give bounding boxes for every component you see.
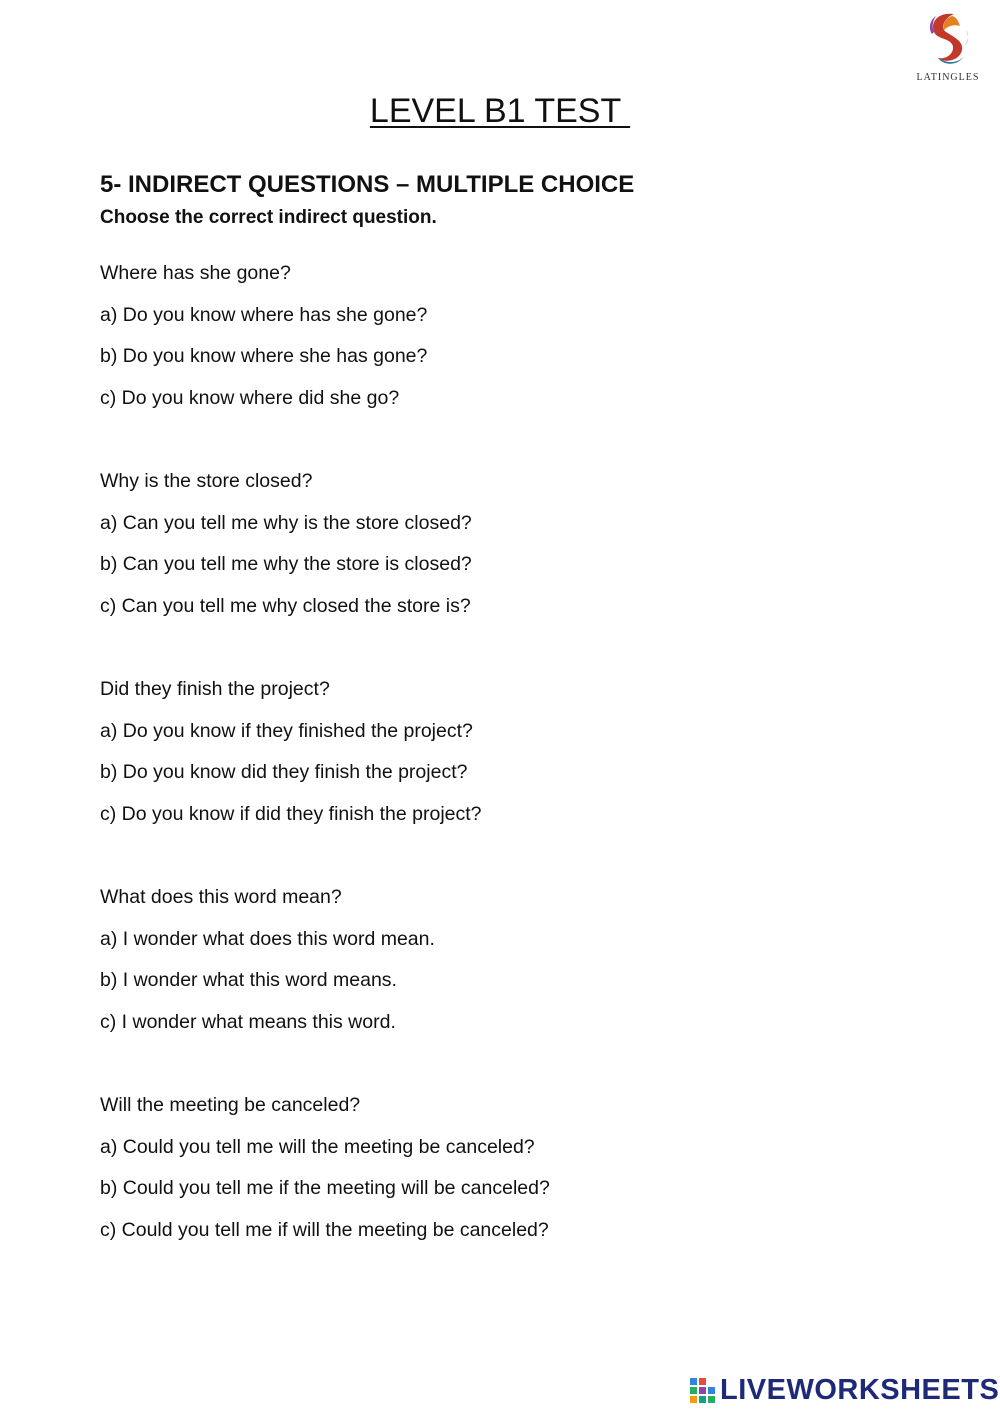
question-4: [100, 884, 900, 1092]
answer-option-b[interactable]: b) I wonder what this word means.: [100, 969, 397, 992]
question-prompt: Will the meeting be canceled?: [100, 1094, 361, 1116]
answer-option-b[interactable]: b) Could you tell me if the meeting will be canceled?: [100, 1177, 550, 1200]
page-title: LEVEL B1 TEST: [369, 92, 631, 130]
answer-option-b[interactable]: b) Can you tell me why the store is closed?: [100, 553, 472, 576]
answer-option-a[interactable]: a) I wonder what does this word mean.: [100, 927, 435, 950]
question-prompt: Did they finish the project?: [100, 678, 330, 700]
answer-option-a[interactable]: a) Could you tell me will the meeting be canceled?: [100, 1135, 535, 1158]
answer-option-c[interactable]: c) Do you know where did she go?: [100, 386, 400, 409]
latingles-bird-icon: [908, 8, 988, 72]
answer-option-b[interactable]: b) Do you know did they finish the project?: [100, 761, 468, 784]
question-prompt: Why is the store closed?: [100, 470, 313, 492]
question-2: [100, 468, 900, 676]
answer-option-a[interactable]: a) Do you know where has she gone?: [100, 303, 428, 326]
liveworksheets-footer: [690, 1372, 999, 1408]
answer-option-c[interactable]: c) Can you tell me why closed the store is?: [100, 594, 471, 617]
answer-option-b[interactable]: b) Do you know where she has gone?: [100, 345, 428, 368]
answer-option-c[interactable]: c) Could you tell me if will the meeting be canceled?: [100, 1218, 549, 1241]
section-heading: 5- INDIRECT QUESTIONS – MULTIPLE CHOICE: [100, 171, 635, 198]
question-5: [100, 1092, 900, 1300]
question-3: [100, 676, 900, 884]
question-prompt: Where has she gone?: [100, 262, 291, 284]
question-prompt: What does this word mean?: [100, 886, 342, 908]
question-list: [100, 260, 900, 1300]
answer-option-c[interactable]: c) Do you know if did they finish the project?: [100, 802, 482, 825]
question-1: [100, 260, 900, 468]
answer-option-a[interactable]: a) Can you tell me why is the store closed?: [100, 511, 472, 534]
section-instruction: Choose the correct indirect question.: [100, 207, 437, 228]
answer-option-a[interactable]: a) Do you know if they finished the project?: [100, 719, 473, 742]
logo-text: LATINGLES: [916, 72, 980, 83]
liveworksheets-icon: [690, 1376, 716, 1404]
liveworksheets-brand: LIVEWORKSHEETS: [720, 1373, 1000, 1406]
answer-option-c[interactable]: c) I wonder what means this word.: [100, 1010, 396, 1033]
latingles-logo: [908, 8, 988, 88]
